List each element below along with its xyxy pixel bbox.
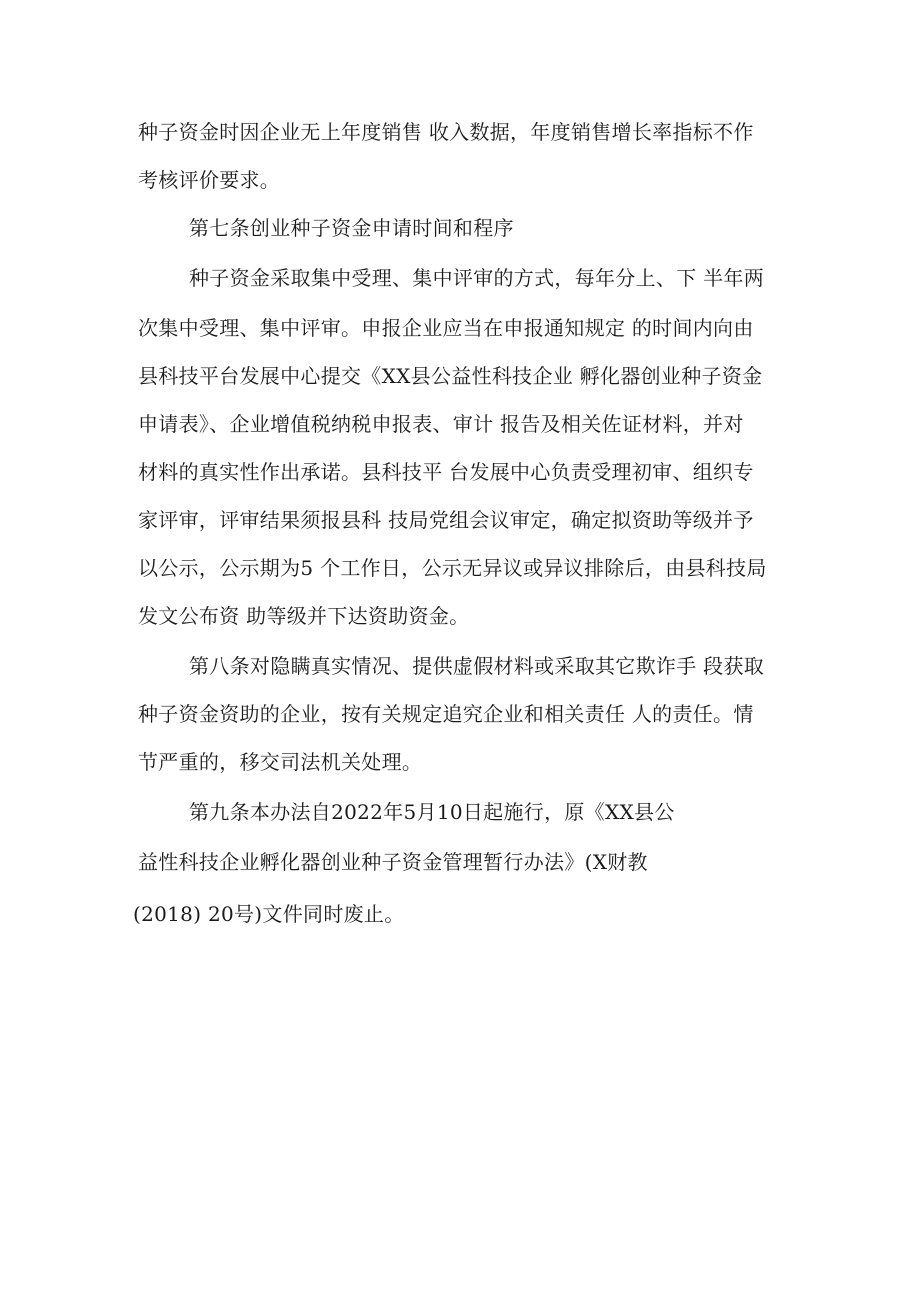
text-line: 家评审，评审结果须报县科 技局党组会议审定，确定拟资助等级并予 — [138, 508, 754, 532]
text-line: 以公示，公示期为5 个工作日，公示无异议或异议排除后，由县科技局 — [138, 556, 767, 580]
text-line: 第八条对隐瞒真实情况、提供虚假材料或采取其它欺诈手 段获取 — [189, 654, 765, 678]
text-line: 种子资金资助的企业，按有关规定追究企业和相关责任 人的责任。情 — [138, 702, 754, 726]
text-line: 益性科技企业孵化器创业种子资金管理暂行办法》(X财教 — [138, 850, 648, 874]
text-line: 次集中受理、集中评审。申报企业应当在申报通知规定 的时间内向由 — [138, 316, 754, 340]
text-line: 种子资金时因企业无上年度销售 收入数据，年度销售增长率指标不作 — [138, 120, 754, 144]
text-line: 县科技平台发展中心提交《XX县公益性科技企业 孵化器创业种子资金 — [138, 364, 763, 388]
article-heading: 第七条创业种子资金申请时间和程序 — [189, 216, 514, 240]
text-line: (2018) 20号)文件同时废止。 — [133, 902, 405, 926]
text-line: 发文公布资 助等级并下达资助资金。 — [138, 604, 470, 628]
text-line: 节严重的，移交司法机关处理。 — [138, 750, 423, 774]
text-line: 材料的真实性作出承诺。县科技平 台发展中心负责受理初审、组织专 — [138, 460, 754, 484]
text-line: 第九条本办法自2022年5月10日起施行，原《XX县公 — [189, 800, 675, 824]
text-line: 考核评价要求。 — [138, 168, 281, 192]
text-line: 申请表》、企业增值税纳税申报表、审计 报告及相关佐证材料，并对 — [138, 412, 744, 436]
text-line: 种子资金采取集中受理、集中评审的方式，每年分上、下 半年两 — [189, 266, 765, 290]
